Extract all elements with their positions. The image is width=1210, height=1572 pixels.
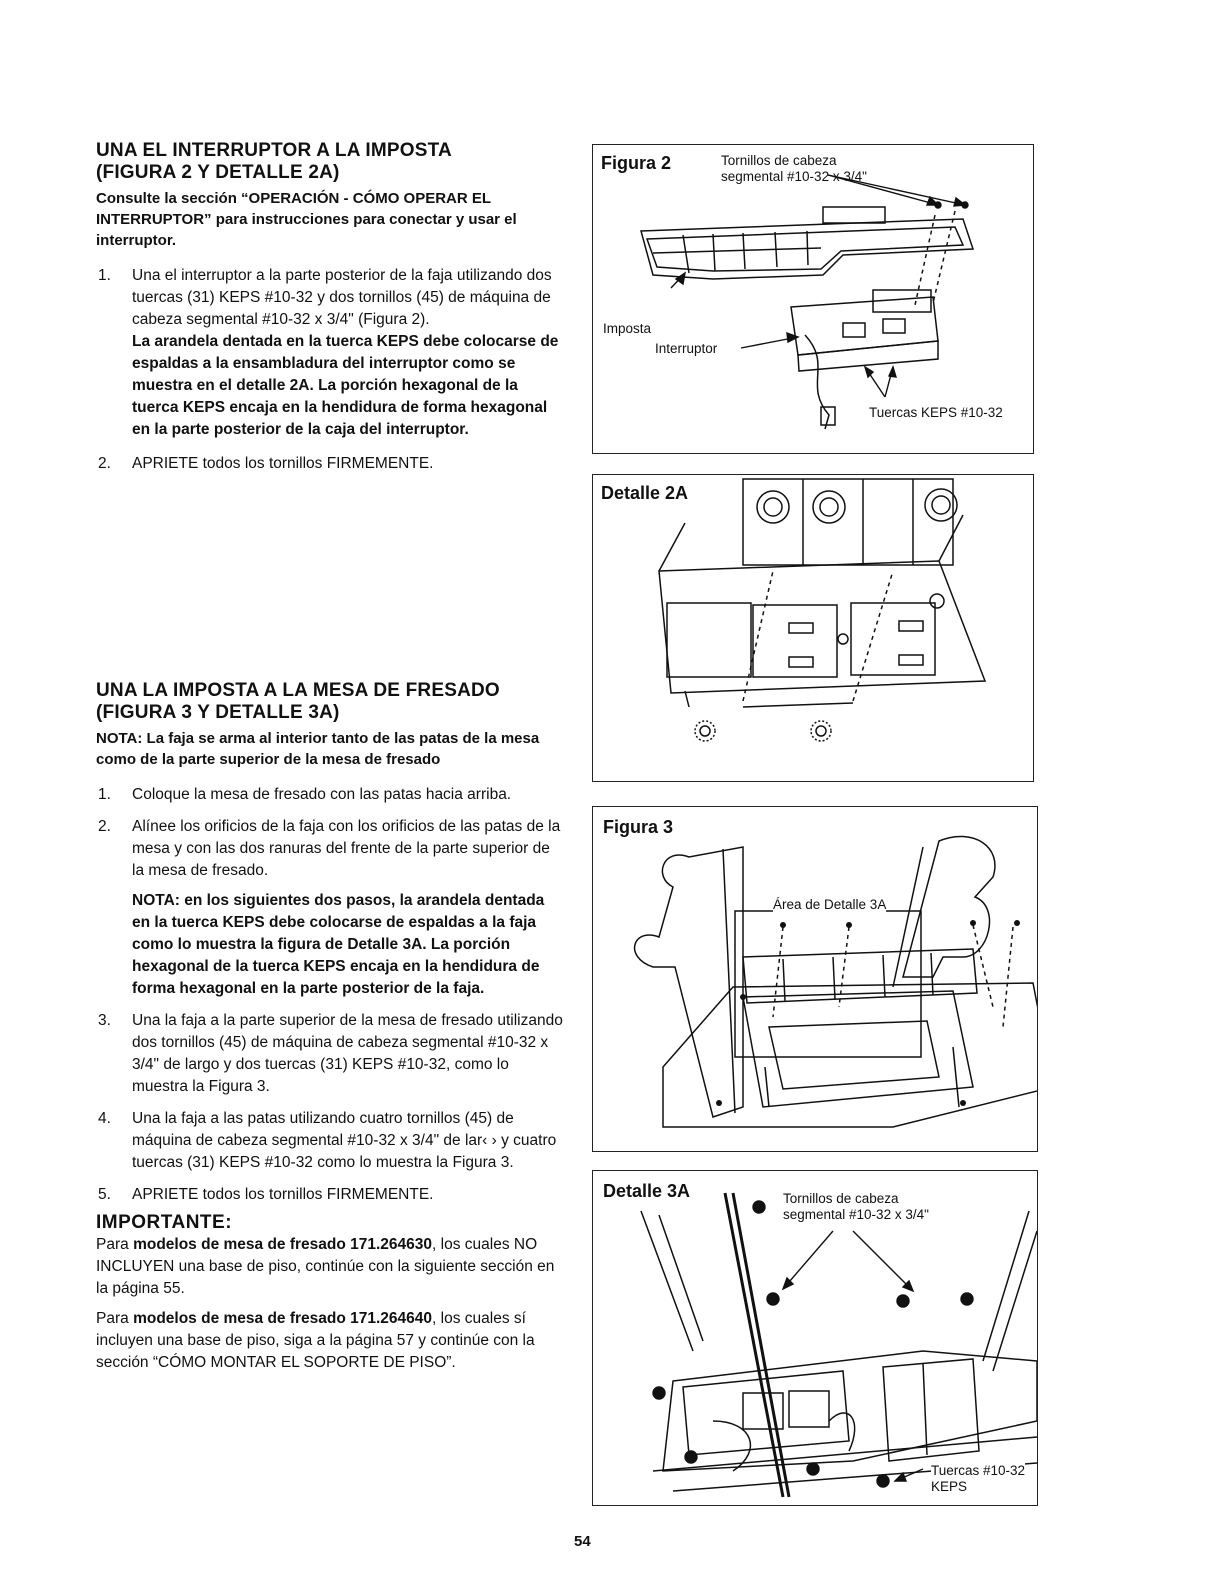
figure-title: Detalle 2A xyxy=(601,483,689,503)
detail-2a-drawing xyxy=(593,475,1033,781)
section-note: NOTA: La faja se arma al interior tanto de las patas de la mesa como de la parte superior de la mesa de fresado xyxy=(96,730,540,768)
section-switch xyxy=(96,140,566,475)
inner-note: NOTA: en los siguientes dos pasos, la arandela dentada en la tuerca KEPS debe colocarse de espaldas a la faja como lo muestra la figura de Detalle 3A. La porción hexagonal de la tuerca KEPS encaja en la hendidura de forma hexagonal en la parte posterior de la faja. xyxy=(132,892,545,997)
figure-3 xyxy=(592,806,1038,1152)
detail-2a xyxy=(592,474,1034,782)
important-block xyxy=(96,1212,566,1374)
important-paragraph: Para modelos de mesa de fresado 171.264630, los cuales NO INCLUYEN una base de piso, continúe con la siguiente sección en la página 55. xyxy=(96,1236,555,1297)
section-note: Consulte la sección “OPERACIÓN - CÓMO OPERAR EL INTERRUPTOR” para instrucciones para conectar y usar el interruptor. xyxy=(96,190,517,249)
step-item: 2. APRIETE todos los tornillos FIRMEMENTE. xyxy=(98,455,434,472)
step-item: 1. Una el interruptor a la parte posterior de la faja utilizando dos tuercas (31) KEPS #10-32 y dos tornillos (45) de máquina de cabeza segmental #10-32 x 3/4" (Figura 2). La arandela dentada en la tuerca KEPS debe colocarse de espaldas a la ensambladura del interruptor como se muestra en el detalle 2A. La porción hexagonal de la tuerca KEPS encaja en la hendidura de forma hexagonal en la parte posterior de la caja del interruptor. xyxy=(98,267,559,438)
detail-3a xyxy=(592,1170,1038,1506)
label-interruptor: Interruptor xyxy=(655,341,718,356)
label-screws: Tornillos de cabeza segmental #10-32 x 3/4" xyxy=(721,153,867,184)
step-item: 5. APRIETE todos los tornillos FIRMEMENTE. xyxy=(98,1186,434,1203)
label-screws: Tornillos de cabeza segmental #10-32 x 3/4" xyxy=(783,1191,929,1222)
figure-title: Detalle 3A xyxy=(603,1181,691,1201)
label-imposta: Imposta xyxy=(603,321,652,336)
section-heading: UNA EL INTERRUPTOR A LA IMPOSTA (FIGURA 2 Y DETALLE 2A) xyxy=(96,140,452,183)
section-mount xyxy=(96,680,566,1374)
page-number: 54 xyxy=(574,1533,591,1550)
figure-2 xyxy=(592,144,1034,454)
figure-3-drawing xyxy=(593,807,1037,1151)
important-heading: IMPORTANTE: xyxy=(96,1212,233,1233)
step-item: 1. Coloque la mesa de fresado con las patas hacia arriba. xyxy=(98,786,512,803)
label-area: Área de Detalle 3A xyxy=(773,897,887,912)
step-item: 2. Alínee los orificios de la faja con los orificios de las patas de la mesa y con las dos ranuras del frente de la parte superior de la mesa de fresado. NOTA: en los siguientes dos pasos, la arandela dentada en la tuerca KEPS debe colocarse de espaldas a la faja como lo muestra la figura de Detalle 3A. La porción hexagonal de la tuerca KEPS encaja en la hendidura de forma hexagonal en la parte posterior de la faja. xyxy=(96,816,566,1000)
label-tuercas: Tuercas #10-32 KEPS xyxy=(931,1463,1026,1494)
step-list xyxy=(96,784,566,1206)
step-item: 4. Una la faja a las patas utilizando cuatro tornillos (45) de máquina de cabeza segmental #10-32 x 3/4" de lar‹ › y cuatro tuercas (31) KEPS #10-32 como lo muestra la Figura 3. xyxy=(98,1110,557,1171)
important-paragraph: Para modelos de mesa de fresado 171.264640, los cuales sí incluyen una base de piso, siga a la página 57 y continúe con la sección “CÓMO MONTAR EL SOPORTE DE PISO”. xyxy=(96,1310,535,1371)
step-list xyxy=(96,265,566,475)
step-item: 3. Una la faja a la parte superior de la mesa de fresado utilizando dos tornillos (45) de máquina de cabeza segmental #10-32 x 3/4" de largo y dos tuercas (31) KEPS #10-32, como lo muestra la Figura 3. xyxy=(98,1012,563,1095)
figure-title: Figura 3 xyxy=(603,817,674,837)
label-tuercas: Tuercas KEPS #10-32 xyxy=(869,405,1003,420)
figure-title: Figura 2 xyxy=(601,153,672,173)
section-heading: UNA LA IMPOSTA A LA MESA DE FRESADO (FIGURA 3 Y DETALLE 3A) xyxy=(96,680,500,723)
